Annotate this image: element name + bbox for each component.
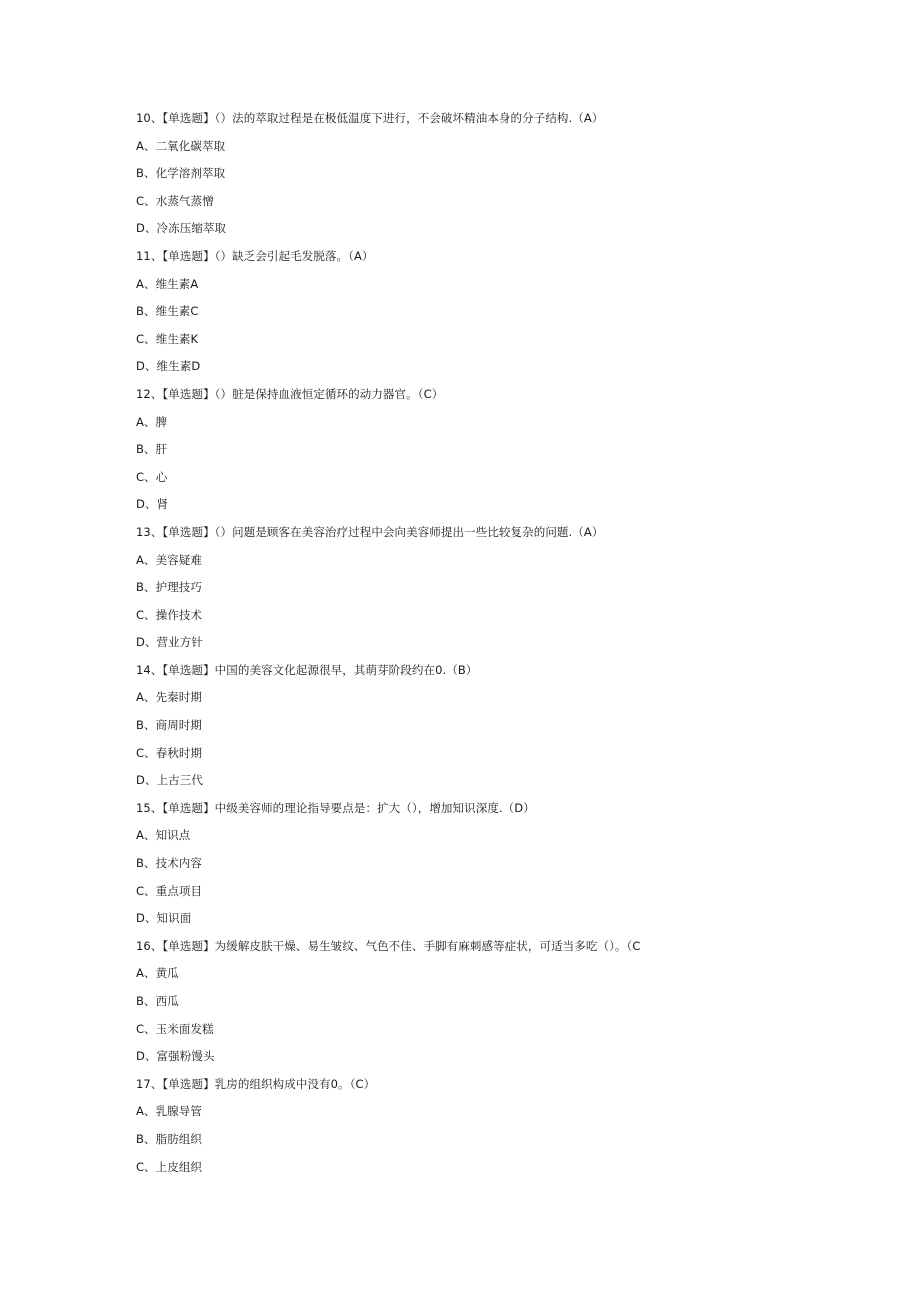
option-c: C、操作技术	[136, 607, 203, 622]
question-text: 14、【单选题】中国的美容文化起源很早，其萌芽阶段约在0.（B）	[136, 662, 478, 677]
option-b: B、化学溶剂萃取	[136, 166, 226, 181]
option-a: A、乳腺导管	[136, 1104, 202, 1119]
option-c: C、春秋时期	[136, 745, 203, 760]
option-c: C、心	[136, 469, 168, 484]
option-b: B、维生素C	[136, 304, 199, 319]
option-b: B、商周时期	[136, 718, 202, 733]
question-text: 12、【单选题】（）脏是保持血液恒定循环的动力器官。（C）	[136, 386, 444, 401]
option-a: A、美容疑难	[136, 552, 202, 567]
option-d: D、营业方针	[136, 635, 203, 650]
option-d: D、上古三代	[136, 773, 203, 788]
option-a: A、二氧化碳萃取	[136, 138, 226, 153]
option-a: A、脾	[136, 414, 168, 429]
option-b: B、肝	[136, 442, 168, 457]
option-a: A、先秦时期	[136, 690, 202, 705]
question-text: 10、【单选题】（）法的萃取过程是在极低温度下进行，不会破坏精油本身的分子结构.（A）	[136, 111, 604, 125]
option-c: C、维生素K	[136, 331, 199, 346]
question-text: 15、【单选题】中级美容师的理论指导要点是：扩大（），增加知识深度.（D）	[136, 800, 535, 815]
option-b: B、技术内容	[136, 856, 202, 871]
option-b: B、护理技巧	[136, 580, 202, 595]
option-c: C、上皮组织	[136, 1159, 203, 1174]
option-b: B、脂肪组织	[136, 1131, 202, 1146]
question-text: 17、【单选题】乳房的组织构成中没有0。（C）	[136, 1076, 376, 1091]
option-b: B、西瓜	[136, 994, 179, 1008]
document-page	[136, 108, 876, 1184]
option-d: D、知识面	[136, 911, 192, 926]
option-c: C、玉米面发糕	[136, 1021, 214, 1036]
option-d: D、冷冻压缩萃取	[136, 221, 227, 236]
option-c: C、水蒸气蒸憎	[136, 193, 214, 208]
option-a: A、黄瓜	[136, 966, 179, 981]
option-d: D、富强粉馒头	[136, 1049, 215, 1064]
question-text: 16、【单选题】为缓解皮肤干燥、易生皱纹、气色不佳、手脚有麻刺感等症状，可适当多吃（）。（C	[136, 938, 641, 953]
option-d: D、维生素D	[136, 359, 201, 374]
option-d: D、肾	[136, 497, 169, 512]
question-text: 13、【单选题】（）问题是顾客在美容治疗过程中会向美容师提出一些比较复杂的问题.（A）	[136, 524, 604, 539]
option-a: A、知识点	[136, 828, 191, 843]
question-text: 11、【单选题】（）缺乏会引起毛发脱落。（A）	[136, 248, 374, 263]
option-c: C、重点项目	[136, 883, 203, 898]
option-a: A、维生素A	[136, 276, 199, 291]
